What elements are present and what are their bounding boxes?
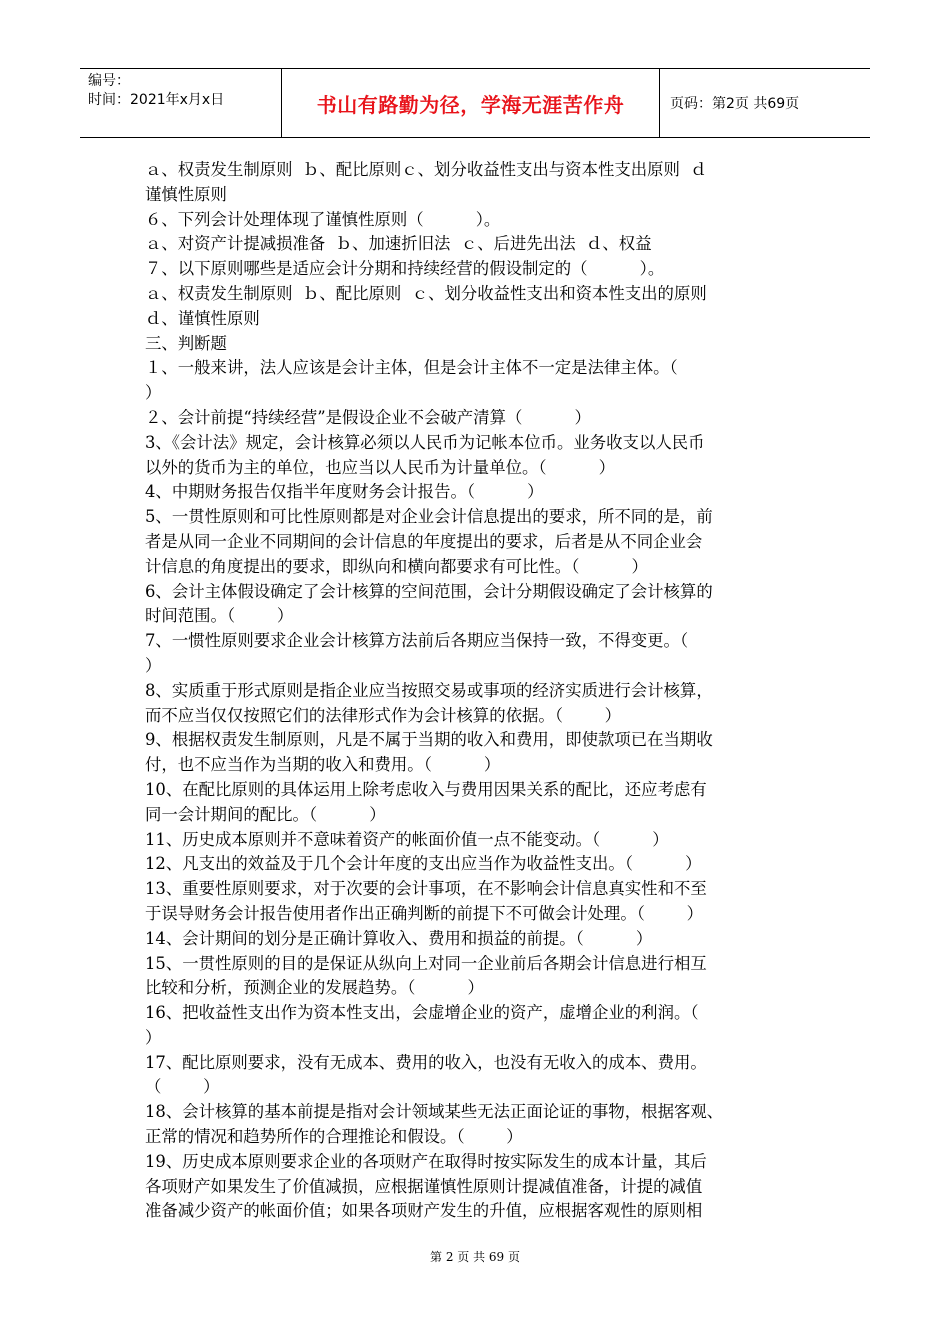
page-footer: 第 2 页 共 69 页 (430, 1250, 520, 1264)
header-meta (80, 69, 282, 137)
text-line: １、一般来讲，法人应该是会计主体，但是会计主体不一定是法律主体。（ (145, 358, 678, 378)
text-line: ａ、权责发生制原则 ｂ、配比原则ｃ、划分收益性支出与资本性支出原则 ｄ (145, 160, 707, 179)
text-line: 计信息的角度提出的要求，即纵向和横向都要求有可比性。（ ） (145, 556, 648, 576)
header-motto: 书山有路勤为径，学海无涯苦作舟 (282, 69, 660, 137)
text-line: ） (145, 655, 162, 675)
text-line: 14、会计期间的划分是正确计算收入、费用和损益的前提。（ ） (145, 928, 653, 948)
text-line: 18、会计核算的基本前提是指对会计领域某些无法正面论证的事物，根据客观、 (145, 1102, 724, 1122)
text-line: 3、《会计法》规定，会计核算必须以人民币为记帐本位币。业务收支以人民币 (145, 432, 705, 452)
text-line: 11、历史成本原则并不意味着资产的帐面价值一点不能变动。（ ） (145, 829, 669, 849)
text-line: 13、重要性原则要求，对于次要的会计事项，在不影响会计信息真实性和不至 (145, 879, 707, 899)
text-line: ） (145, 1027, 162, 1047)
text-line: 谨慎性原则 (145, 184, 227, 204)
text-line: 17、配比原则要求，没有无成本、费用的收入，也没有无收入的成本、费用。 (145, 1052, 707, 1072)
text-line: ｄ、谨慎性原则 (145, 308, 260, 328)
text-line: 付，也不应当作为当期的收入和费用。（ ） (145, 755, 501, 775)
text-line: 而不应当仅仅按照它们的法律形式作为会计核算的依据。（ ） (145, 705, 622, 725)
text-line: 12、凡支出的效益及于几个会计年度的支出应当作为收益性支出。（ ） (145, 854, 702, 874)
text-line: 7、一惯性原则要求企业会计核算方法前后各期应当保持一致，不得变更。（ (145, 631, 689, 651)
text-line: 8、实质重于形式原则是指企业应当按照交易或事项的经济实质进行会计核算， (145, 680, 713, 700)
text-line: 者是从同一企业不同期间的会计信息的年度提出的要求，后者是从不同企业会 (145, 531, 703, 551)
text-line: 同一会计期间的配比。（ ） (145, 804, 386, 824)
text-line: 比较和分析，预测企业的发展趋势。（ ） (145, 978, 484, 998)
text-line: 19、历史成本原则要求企业的各项财产在取得时按实际发生的成本计量，其后 (145, 1151, 707, 1171)
page-header (80, 68, 870, 138)
text-line: 9、根据权责发生制原则，凡是不属于当期的收入和费用，即使款项已在当期收 (145, 730, 713, 750)
number-label: 编号： (88, 73, 130, 89)
text-line: 4、中期财务报告仅指半年度财务会计报告。（ ） (145, 482, 544, 502)
document-body (145, 158, 810, 1224)
text-line: ２、会计前提“持续经营”是假设企业不会破产清算（ ） (145, 407, 591, 427)
date-label: 时间：2021年x月x日 (88, 92, 225, 108)
text-line: 准备减少资产的帐面价值；如果各项财产发生的升值，应根据客观性的原则相 (145, 1201, 703, 1221)
text-line: 10、在配比原则的具体运用上除考虑收入与费用因果关系的配比，还应考虑有 (145, 779, 707, 799)
text-line: 15、一贯性原则的目的是保证从纵向上对同一企业前后各期会计信息进行相互 (145, 953, 707, 973)
text-line: 以外的货币为主的单位，也应当以人民币为计量单位。（ ） (145, 457, 616, 477)
text-line: （ ） (145, 1077, 220, 1097)
text-line: 6、会计主体假设确定了会计核算的空间范围，会计分期假设确定了会计核算的 (145, 581, 713, 601)
text-line: 正常的情况和趋势所作的合理推论和假设。（ ） (145, 1127, 523, 1147)
header-page-label: 页码：第2页 共69页 (670, 96, 800, 112)
text-line: ） (145, 383, 162, 403)
text-line: ａ、权责发生制原则 ｂ、配比原则 ｃ、划分收益性支出和资本性支出的原则 (145, 283, 707, 303)
text-line: 时间范围。（ ） (145, 606, 294, 626)
text-line: 5、一贯性原则和可比性原则都是对企业会计信息提出的要求，所不同的是，前 (145, 507, 713, 527)
text-line: 16、把收益性支出作为资本性支出，会虚增企业的资产，虚增企业的利润。（ (145, 1003, 699, 1023)
text-line: 三、判断题 (145, 333, 227, 353)
text-line: ａ、对资产计提减损准备 ｂ、加速折旧法 ｃ、后进先出法 ｄ、权益 (145, 234, 652, 254)
text-line: 于误导财务会计报告使用者作出正确判断的前提下不可做会计处理。（ ） (145, 903, 703, 923)
text-line: ７、以下原则哪些是适应会计分期和持续经营的假设制定的（ ）。 (145, 259, 665, 279)
text-line: ６、下列会计处理体现了谨慎性原则（ ）。 (145, 209, 501, 229)
text-line: 各项财产如果发生了价值减损，应根据谨慎性原则计提减值准备，计提的减值 (145, 1176, 703, 1196)
